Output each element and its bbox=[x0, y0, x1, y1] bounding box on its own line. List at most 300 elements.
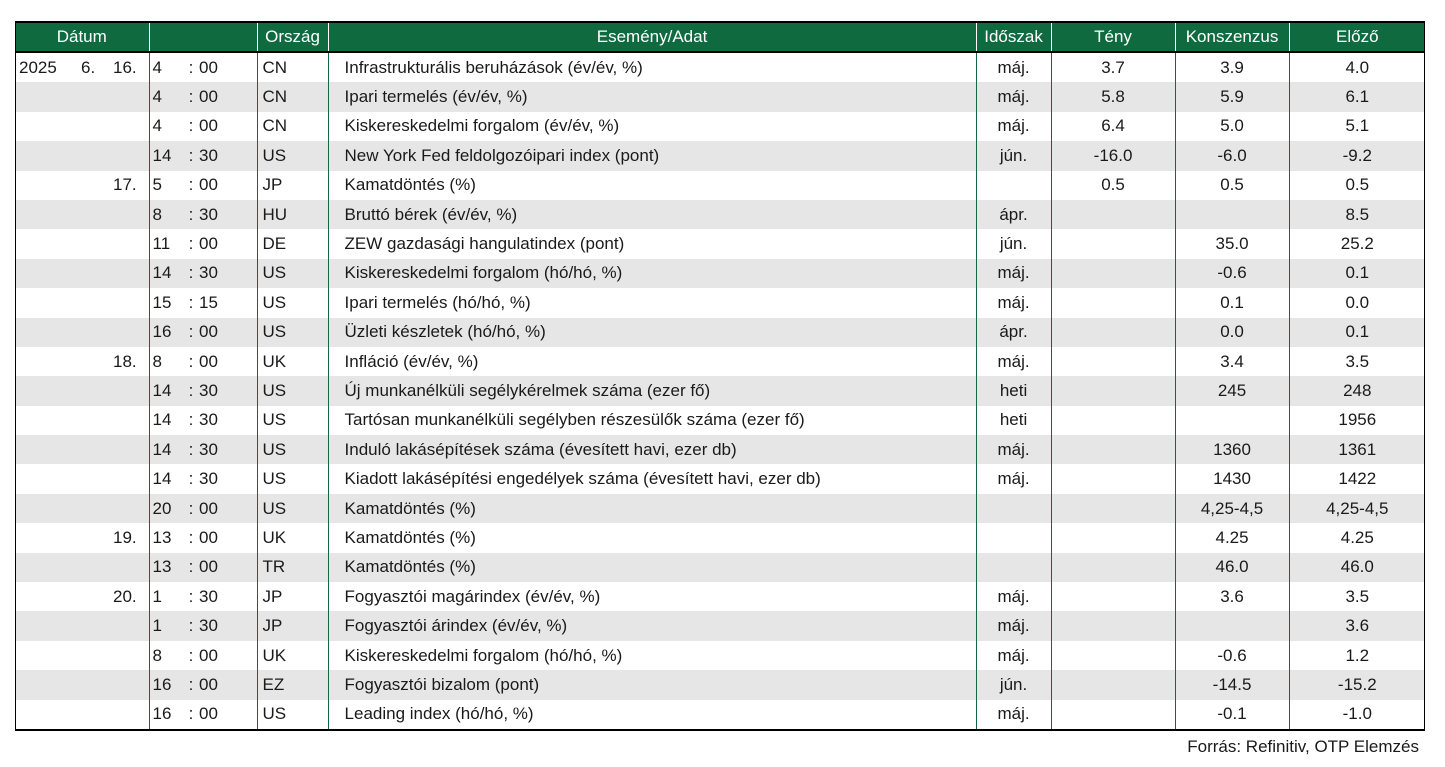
cell-day bbox=[109, 464, 149, 493]
cell-day bbox=[109, 318, 149, 347]
cell-hour: 14 bbox=[152, 469, 172, 489]
cell-event: Kamatdöntés (%) bbox=[328, 553, 976, 582]
cell-prev: 0.5 bbox=[1345, 175, 1370, 195]
cell-event: Leading index (hó/hó, %) bbox=[328, 700, 976, 730]
cell-min: 00 bbox=[197, 641, 257, 670]
cell-min: 30 bbox=[197, 376, 257, 405]
cell-event: Induló lakásépítések száma (évesített havi, ezer db) bbox=[328, 435, 976, 464]
cell-min: 00 bbox=[197, 523, 257, 552]
cell-colon: : bbox=[188, 586, 194, 606]
cell-min: 30 bbox=[197, 141, 257, 170]
cell-year bbox=[15, 112, 77, 141]
cell-country: CN bbox=[257, 112, 328, 141]
cell-day bbox=[109, 259, 149, 288]
cell-actual bbox=[1051, 641, 1175, 670]
cell-cons: 1360 bbox=[1175, 435, 1289, 464]
cell-cons: -0.1 bbox=[1175, 700, 1289, 730]
table-row bbox=[15, 406, 1425, 435]
cell-actual bbox=[1051, 670, 1175, 699]
cell-period: ápr. bbox=[976, 200, 1051, 229]
cell-hour: 14 bbox=[149, 376, 185, 405]
cell-cons: 0.0 bbox=[1175, 318, 1289, 347]
cell-colon: : bbox=[188, 57, 194, 77]
cell-event: Infláció (év/év, %) bbox=[328, 347, 976, 376]
cell-actual bbox=[1051, 435, 1175, 464]
cell-cons: 3.9 bbox=[1175, 52, 1289, 82]
cell-period: máj. bbox=[976, 112, 1051, 141]
cell-country: UK bbox=[257, 641, 328, 670]
cell-colon: : bbox=[188, 175, 194, 195]
cell-hour: 4 bbox=[152, 57, 162, 77]
cell-period bbox=[976, 494, 1051, 523]
cell-country: HU bbox=[257, 200, 328, 229]
cell-min: 00 bbox=[197, 347, 257, 376]
cell-actual bbox=[1051, 200, 1175, 229]
cell-month bbox=[77, 318, 109, 347]
cell-colon: : bbox=[188, 234, 194, 254]
header-konszenzus: Konszenzus bbox=[1175, 22, 1289, 52]
cell-colon: : bbox=[188, 410, 194, 430]
cell-colon: : bbox=[185, 376, 197, 405]
cell-period: máj. bbox=[976, 611, 1051, 640]
cell-country: JP bbox=[257, 171, 328, 200]
cell-month bbox=[77, 347, 109, 376]
cell-month bbox=[77, 288, 109, 317]
cell-hour: 4 bbox=[152, 116, 162, 136]
cell-event: Fogyasztói bizalom (pont) bbox=[328, 670, 976, 699]
cell-prev: 0.1 bbox=[1289, 318, 1425, 347]
table-row bbox=[15, 435, 1425, 464]
cell-country: US bbox=[257, 376, 328, 405]
cell-cons: -0.6 bbox=[1175, 641, 1289, 670]
table-row bbox=[15, 582, 1425, 611]
cell-event: Kiadott lakásépítési engedélyek száma (évesített havi, ezer db) bbox=[328, 464, 976, 493]
economic-calendar-table bbox=[15, 21, 1425, 731]
cell-period bbox=[976, 523, 1051, 552]
cell-hour: 13 bbox=[149, 553, 185, 582]
cell-min: 00 bbox=[197, 229, 257, 258]
cell-colon: : bbox=[188, 527, 194, 547]
cell-event: Új munkanélküli segélykérelmek száma (ezer fő) bbox=[328, 376, 976, 405]
cell-hour: 11 bbox=[152, 234, 171, 254]
cell-actual: 6.4 bbox=[1051, 112, 1175, 141]
cell-hour: 20 bbox=[149, 494, 185, 523]
cell-cons: 0.1 bbox=[1175, 288, 1289, 317]
cell-actual: 3.7 bbox=[1051, 52, 1175, 82]
cell-min: 15 bbox=[197, 288, 257, 317]
cell-colon: : bbox=[185, 494, 197, 523]
cell-day bbox=[109, 641, 149, 670]
cell-period: máj. bbox=[976, 259, 1051, 288]
cell-hour: 4 bbox=[149, 82, 185, 111]
cell-cons: 5.0 bbox=[1175, 112, 1289, 141]
cell-year bbox=[15, 670, 77, 699]
cell-day bbox=[109, 553, 149, 582]
cell-colon: : bbox=[188, 116, 194, 136]
cell-period bbox=[976, 171, 1051, 200]
cell-month bbox=[77, 670, 109, 699]
cell-day bbox=[109, 112, 149, 141]
cell-min: 00 bbox=[197, 171, 257, 200]
cell-day: 19. bbox=[109, 523, 149, 552]
cell-month bbox=[77, 700, 109, 730]
cell-month bbox=[77, 112, 109, 141]
cell-year bbox=[15, 171, 77, 200]
cell-prev: 248 bbox=[1289, 376, 1425, 405]
cell-day bbox=[109, 406, 149, 435]
cell-prev: 1956 bbox=[1338, 410, 1377, 430]
cell-hour: 14 bbox=[149, 259, 185, 288]
cell-prev: 4.25 bbox=[1340, 527, 1374, 547]
cell-min: 30 bbox=[197, 406, 257, 435]
cell-year bbox=[15, 700, 77, 730]
cell-actual bbox=[1051, 406, 1175, 435]
cell-country: US bbox=[257, 288, 328, 317]
cell-prev: 3.6 bbox=[1289, 611, 1425, 640]
cell-event: Fogyasztói magárindex (év/év, %) bbox=[328, 582, 976, 611]
cell-cons bbox=[1175, 200, 1289, 229]
cell-colon: : bbox=[188, 351, 194, 371]
cell-hour: 8 bbox=[149, 200, 185, 229]
cell-day bbox=[109, 200, 149, 229]
cell-actual: -16.0 bbox=[1051, 141, 1175, 170]
header-orszag: Ország bbox=[257, 22, 328, 52]
cell-cons: 46.0 bbox=[1175, 553, 1289, 582]
cell-year bbox=[15, 347, 77, 376]
cell-min: 00 bbox=[197, 52, 257, 82]
cell-year bbox=[15, 200, 77, 229]
cell-actual bbox=[1051, 494, 1175, 523]
cell-period: máj. bbox=[976, 700, 1051, 730]
cell-colon: : bbox=[185, 700, 197, 730]
cell-period: máj. bbox=[976, 435, 1051, 464]
cell-period: máj. bbox=[976, 641, 1051, 670]
cell-month bbox=[77, 141, 109, 170]
table-row bbox=[15, 141, 1425, 170]
cell-actual bbox=[1051, 611, 1175, 640]
cell-prev: 1422 bbox=[1338, 469, 1377, 489]
cell-min: 30 bbox=[197, 259, 257, 288]
cell-day bbox=[109, 700, 149, 730]
cell-hour: 16 bbox=[149, 318, 185, 347]
header-row bbox=[15, 22, 1425, 52]
cell-actual bbox=[1051, 553, 1175, 582]
cell-year bbox=[15, 229, 77, 258]
cell-event: Bruttó bérek (év/év, %) bbox=[328, 200, 976, 229]
cell-prev: -1.0 bbox=[1289, 700, 1425, 730]
cell-colon: : bbox=[185, 259, 197, 288]
cell-country: US bbox=[257, 259, 328, 288]
cell-actual bbox=[1051, 318, 1175, 347]
table-row bbox=[15, 553, 1425, 582]
cell-min: 00 bbox=[197, 670, 257, 699]
cell-cons: 4.25 bbox=[1175, 523, 1289, 552]
source-note: Forrás: Refinitiv, OTP Elemzés bbox=[1187, 737, 1419, 756]
cell-hour: 5 bbox=[152, 175, 162, 195]
header-time bbox=[149, 22, 257, 52]
cell-min: 00 bbox=[197, 318, 257, 347]
cell-event: Fogyasztói árindex (év/év, %) bbox=[328, 611, 976, 640]
cell-country: US bbox=[257, 435, 328, 464]
cell-period bbox=[976, 553, 1051, 582]
cell-month bbox=[77, 376, 109, 405]
cell-actual bbox=[1051, 229, 1175, 258]
cell-country: US bbox=[257, 318, 328, 347]
header-elozo: Előző bbox=[1289, 22, 1425, 52]
cell-min: 30 bbox=[197, 464, 257, 493]
cell-actual bbox=[1051, 582, 1175, 611]
cell-month bbox=[77, 523, 109, 552]
cell-prev: 5.1 bbox=[1345, 116, 1370, 136]
cell-country: DE bbox=[257, 229, 328, 258]
cell-year: 2025 bbox=[19, 57, 57, 77]
cell-cons: 3.4 bbox=[1175, 347, 1289, 376]
cell-colon: : bbox=[185, 611, 197, 640]
cell-month bbox=[77, 171, 109, 200]
cell-colon: : bbox=[185, 141, 197, 170]
cell-actual bbox=[1051, 464, 1175, 493]
cell-min: 30 bbox=[197, 435, 257, 464]
table-row bbox=[15, 52, 1425, 82]
cell-colon: : bbox=[185, 670, 197, 699]
cell-country: US bbox=[257, 494, 328, 523]
cell-period: máj. bbox=[976, 464, 1051, 493]
cell-event: Ipari termelés (hó/hó, %) bbox=[328, 288, 976, 317]
cell-prev: 3.5 bbox=[1345, 586, 1370, 606]
cell-min: 00 bbox=[197, 112, 257, 141]
cell-period: jún. bbox=[976, 229, 1051, 258]
cell-year bbox=[15, 376, 77, 405]
cell-day bbox=[109, 141, 149, 170]
table-row bbox=[15, 376, 1425, 405]
table-row bbox=[15, 259, 1425, 288]
cell-colon: : bbox=[188, 645, 194, 665]
cell-actual bbox=[1051, 259, 1175, 288]
cell-month bbox=[77, 259, 109, 288]
table-row bbox=[15, 229, 1425, 258]
cell-min: 00 bbox=[197, 553, 257, 582]
cell-cons bbox=[1175, 406, 1289, 435]
cell-cons: -6.0 bbox=[1175, 141, 1289, 170]
cell-country: CN bbox=[257, 82, 328, 111]
cell-cons: 5.9 bbox=[1175, 82, 1289, 111]
header-datum: Dátum bbox=[15, 22, 149, 52]
cell-day bbox=[109, 494, 149, 523]
cell-event: Kamatdöntés (%) bbox=[328, 171, 976, 200]
cell-hour: 16 bbox=[149, 670, 185, 699]
cell-country: TR bbox=[257, 553, 328, 582]
cell-min: 30 bbox=[197, 582, 257, 611]
cell-year bbox=[15, 641, 77, 670]
cell-colon: : bbox=[185, 82, 197, 111]
cell-event: Kamatdöntés (%) bbox=[328, 523, 976, 552]
cell-prev: 25.2 bbox=[1340, 234, 1374, 254]
cell-prev: 4.0 bbox=[1345, 57, 1370, 77]
cell-cons: 0.5 bbox=[1175, 171, 1289, 200]
cell-event: Ipari termelés (év/év, %) bbox=[328, 82, 976, 111]
cell-hour: 15 bbox=[152, 292, 172, 312]
table-row bbox=[15, 611, 1425, 640]
table-row bbox=[15, 523, 1425, 552]
cell-year bbox=[15, 553, 77, 582]
cell-period: heti bbox=[976, 406, 1051, 435]
cell-year bbox=[15, 494, 77, 523]
cell-prev: 46.0 bbox=[1289, 553, 1425, 582]
cell-min: 00 bbox=[197, 494, 257, 523]
cell-month bbox=[77, 494, 109, 523]
cell-period: heti bbox=[976, 376, 1051, 405]
cell-month bbox=[77, 435, 109, 464]
cell-colon: : bbox=[185, 318, 197, 347]
cell-country: US bbox=[257, 464, 328, 493]
cell-month bbox=[77, 641, 109, 670]
cell-cons: -14.5 bbox=[1175, 670, 1289, 699]
cell-period: jún. bbox=[976, 670, 1051, 699]
cell-hour: 16 bbox=[149, 700, 185, 730]
cell-day bbox=[109, 435, 149, 464]
cell-day: 18. bbox=[109, 347, 149, 376]
cell-hour: 13 bbox=[152, 527, 172, 547]
table-row bbox=[15, 641, 1425, 670]
cell-day: 20. bbox=[109, 582, 149, 611]
header-idoszak: Időszak bbox=[976, 22, 1051, 52]
cell-prev: 1.2 bbox=[1345, 645, 1370, 665]
cell-event: Tartósan munkanélküli segélyben részesülők száma (ezer fő) bbox=[328, 406, 976, 435]
cell-hour: 14 bbox=[152, 410, 172, 430]
cell-colon: : bbox=[188, 469, 194, 489]
cell-prev: 3.5 bbox=[1345, 351, 1370, 371]
cell-month bbox=[77, 553, 109, 582]
table-row bbox=[15, 82, 1425, 111]
cell-period: máj. bbox=[976, 288, 1051, 317]
cell-month bbox=[77, 582, 109, 611]
cell-year bbox=[15, 82, 77, 111]
cell-actual: 5.8 bbox=[1051, 82, 1175, 111]
cell-country: US bbox=[257, 141, 328, 170]
cell-period: jún. bbox=[976, 141, 1051, 170]
cell-event: New York Fed feldolgozóipari index (pont) bbox=[328, 141, 976, 170]
table-row bbox=[15, 494, 1425, 523]
cell-year bbox=[15, 611, 77, 640]
cell-prev: 8.5 bbox=[1289, 200, 1425, 229]
cell-month bbox=[77, 406, 109, 435]
table-row bbox=[15, 347, 1425, 376]
cell-month bbox=[77, 229, 109, 258]
cell-hour: 8 bbox=[152, 645, 162, 665]
cell-cons bbox=[1175, 611, 1289, 640]
cell-min: 00 bbox=[197, 82, 257, 111]
cell-actual bbox=[1051, 523, 1175, 552]
cell-year bbox=[15, 435, 77, 464]
cell-prev: 0.1 bbox=[1289, 259, 1425, 288]
cell-year bbox=[15, 464, 77, 493]
cell-month: 6. bbox=[81, 57, 96, 77]
cell-cons: 3.6 bbox=[1175, 582, 1289, 611]
cell-day bbox=[109, 229, 149, 258]
cell-prev: 1361 bbox=[1289, 435, 1425, 464]
header-teny: Tény bbox=[1051, 22, 1175, 52]
table-row bbox=[15, 464, 1425, 493]
cell-event: Kamatdöntés (%) bbox=[328, 494, 976, 523]
cell-min: 00 bbox=[197, 700, 257, 730]
cell-month bbox=[77, 464, 109, 493]
cell-actual bbox=[1051, 376, 1175, 405]
cell-day bbox=[109, 670, 149, 699]
cell-country: UK bbox=[257, 347, 328, 376]
cell-day bbox=[109, 611, 149, 640]
cell-month bbox=[77, 611, 109, 640]
cell-event: ZEW gazdasági hangulatindex (pont) bbox=[328, 229, 976, 258]
cell-prev: -15.2 bbox=[1289, 670, 1425, 699]
cell-period: máj. bbox=[976, 82, 1051, 111]
cell-country: US bbox=[257, 700, 328, 730]
cell-prev: 0.0 bbox=[1345, 292, 1370, 312]
cell-year bbox=[15, 318, 77, 347]
cell-prev: 6.1 bbox=[1289, 82, 1425, 111]
cell-country: CN bbox=[257, 52, 328, 82]
cell-cons: 1430 bbox=[1175, 464, 1289, 493]
cell-colon: : bbox=[185, 553, 197, 582]
table-row bbox=[15, 288, 1425, 317]
cell-event: Kiskereskedelmi forgalom (hó/hó, %) bbox=[328, 641, 976, 670]
table-row bbox=[15, 670, 1425, 699]
cell-hour: 1 bbox=[152, 586, 162, 606]
cell-day bbox=[109, 288, 149, 317]
cell-cons: 245 bbox=[1175, 376, 1289, 405]
cell-cons: 35.0 bbox=[1175, 229, 1289, 258]
cell-hour: 1 bbox=[149, 611, 185, 640]
cell-actual: 0.5 bbox=[1051, 171, 1175, 200]
cell-colon: : bbox=[188, 292, 194, 312]
cell-event: Kiskereskedelmi forgalom (hó/hó, %) bbox=[328, 259, 976, 288]
cell-country: UK bbox=[257, 523, 328, 552]
header-esemeny: Esemény/Adat bbox=[328, 22, 976, 52]
cell-year bbox=[15, 406, 77, 435]
cell-colon: : bbox=[185, 435, 197, 464]
cell-cons: -0.6 bbox=[1175, 259, 1289, 288]
cell-month bbox=[77, 200, 109, 229]
table-row bbox=[15, 700, 1425, 730]
cell-prev: 4,25-4,5 bbox=[1289, 494, 1425, 523]
table-row bbox=[15, 200, 1425, 229]
cell-hour: 14 bbox=[149, 435, 185, 464]
cell-hour: 8 bbox=[152, 351, 162, 371]
table-row bbox=[15, 112, 1425, 141]
cell-year bbox=[15, 582, 77, 611]
cell-actual bbox=[1051, 700, 1175, 730]
cell-day: 16. bbox=[109, 52, 149, 82]
cell-day bbox=[109, 376, 149, 405]
cell-min: 30 bbox=[197, 611, 257, 640]
cell-cons: 4,25-4,5 bbox=[1175, 494, 1289, 523]
cell-period: máj. bbox=[976, 582, 1051, 611]
cell-actual bbox=[1051, 288, 1175, 317]
cell-period: ápr. bbox=[976, 318, 1051, 347]
cell-year bbox=[15, 141, 77, 170]
cell-country: US bbox=[257, 406, 328, 435]
cell-event: Infrastrukturális beruházások (év/év, %) bbox=[328, 52, 976, 82]
cell-country: EZ bbox=[257, 670, 328, 699]
cell-year bbox=[15, 288, 77, 317]
cell-min: 30 bbox=[197, 200, 257, 229]
cell-event: Üzleti készletek (hó/hó, %) bbox=[328, 318, 976, 347]
cell-month bbox=[77, 82, 109, 111]
cell-day bbox=[109, 82, 149, 111]
cell-period: máj. bbox=[976, 347, 1051, 376]
cell-day: 17. bbox=[109, 171, 149, 200]
table-body bbox=[15, 52, 1425, 730]
cell-hour: 14 bbox=[149, 141, 185, 170]
